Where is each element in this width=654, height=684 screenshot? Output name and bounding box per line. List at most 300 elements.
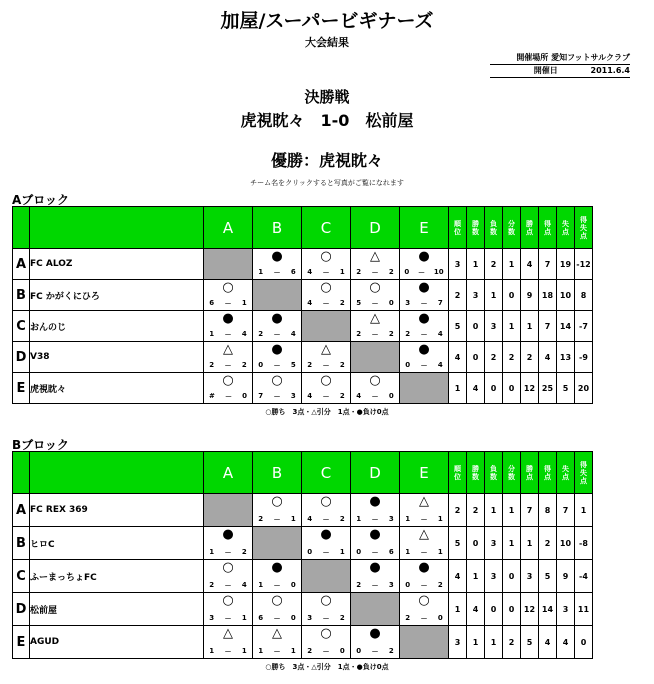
team-name-link[interactable]: FC ALOZ xyxy=(30,249,204,280)
score-left: 0 xyxy=(307,548,313,556)
match-score xyxy=(400,614,448,624)
match-score xyxy=(204,392,252,402)
stat-value: 0 xyxy=(503,373,521,404)
stat-value: 1 xyxy=(467,626,485,659)
block-b-legend: ○勝ち 3点・△引分 1点・●負け0点 xyxy=(265,663,389,671)
match-result-cell xyxy=(204,527,253,560)
stat-value: 1 xyxy=(449,373,467,404)
score-dash: － xyxy=(224,582,232,590)
row-label: B xyxy=(13,527,30,560)
result-symbol: △ xyxy=(419,527,429,542)
header-team-col xyxy=(30,207,204,249)
score-left: 1 xyxy=(405,548,411,556)
stat-value: 7 xyxy=(521,494,539,527)
score-left: 2 xyxy=(209,361,215,369)
stat-value: 4 xyxy=(449,342,467,373)
stat-value: 2 xyxy=(485,249,503,280)
score-left: 7 xyxy=(258,392,264,400)
self-match-cell xyxy=(253,527,302,560)
score-dash: － xyxy=(224,331,232,339)
match-result-cell xyxy=(351,527,400,560)
score-left: 2 xyxy=(258,515,264,523)
venue-label: 開催場所 xyxy=(516,53,549,62)
match-score xyxy=(351,330,399,340)
result-symbol: ○ xyxy=(222,593,234,608)
score-dash: － xyxy=(371,516,379,524)
match-result-cell xyxy=(204,342,253,373)
stat-value: 1 xyxy=(485,494,503,527)
match-result-cell xyxy=(400,342,449,373)
match-score xyxy=(253,392,301,402)
score-dash: － xyxy=(322,549,330,557)
stat-value: 9 xyxy=(521,280,539,311)
score-left: 2 xyxy=(258,330,264,338)
score-right: 0 xyxy=(290,581,296,589)
score-left: 3 xyxy=(405,299,411,307)
match-result-cell xyxy=(400,311,449,342)
click-note: チーム名をクリックすると写真がご覧になれます xyxy=(250,179,404,187)
match-score xyxy=(253,268,301,278)
stat-value: -12 xyxy=(575,249,593,280)
block-a-table xyxy=(12,206,593,404)
table-row xyxy=(13,373,593,404)
stat-header: 負 数 xyxy=(485,207,503,249)
stat-value: 7 xyxy=(539,311,557,342)
score-left: 2 xyxy=(405,614,411,622)
stat-value: 12 xyxy=(521,373,539,404)
match-result-cell xyxy=(253,249,302,280)
stat-value: 1 xyxy=(521,311,539,342)
stat-value: 3 xyxy=(449,249,467,280)
match-result-cell xyxy=(253,311,302,342)
match-result-cell xyxy=(351,494,400,527)
stat-value: 9 xyxy=(557,560,575,593)
stat-value: 25 xyxy=(539,373,557,404)
score-left: 0 xyxy=(405,361,411,369)
stat-value: 3 xyxy=(521,560,539,593)
score-dash: － xyxy=(224,615,232,623)
self-match-cell xyxy=(204,249,253,280)
score-left: 1 xyxy=(258,647,264,655)
column-header: C xyxy=(302,452,351,494)
match-result-cell xyxy=(400,280,449,311)
match-result-cell xyxy=(253,626,302,659)
score-left: 2 xyxy=(356,330,362,338)
result-symbol: ● xyxy=(418,249,430,264)
team-name-link[interactable]: ふーまっちょFC xyxy=(30,560,204,593)
score-right: 5 xyxy=(290,361,296,369)
match-score xyxy=(400,299,448,309)
stat-value: 2 xyxy=(503,626,521,659)
stat-value: 18 xyxy=(539,280,557,311)
team-name-link[interactable]: V38 xyxy=(30,342,204,373)
page-subtitle: 大会結果 xyxy=(305,36,349,49)
score-dash: － xyxy=(273,393,281,401)
result-symbol: ○ xyxy=(320,494,332,509)
match-result-cell xyxy=(204,560,253,593)
self-match-cell xyxy=(204,494,253,527)
row-label: E xyxy=(13,373,30,404)
stat-value: 0 xyxy=(467,527,485,560)
score-right: 3 xyxy=(388,581,394,589)
stat-value: 1 xyxy=(503,311,521,342)
team-name-link[interactable]: FC REX 369 xyxy=(30,494,204,527)
stat-header: 順 位 xyxy=(449,207,467,249)
match-score xyxy=(204,647,252,657)
match-result-cell xyxy=(351,560,400,593)
stat-value: 10 xyxy=(557,280,575,311)
match-result-cell xyxy=(302,373,351,404)
match-score xyxy=(253,581,301,591)
score-left: 0 xyxy=(356,647,362,655)
self-match-cell xyxy=(351,342,400,373)
column-header: B xyxy=(253,207,302,249)
row-label: A xyxy=(13,249,30,280)
score-dash: － xyxy=(371,582,379,590)
date-label: 開催日 xyxy=(533,66,558,75)
result-symbol: △ xyxy=(419,494,429,509)
stat-value: 7 xyxy=(539,249,557,280)
stat-value: 1 xyxy=(503,249,521,280)
score-left: 1 xyxy=(209,330,215,338)
score-right: 1 xyxy=(241,299,247,307)
score-left: 4 xyxy=(356,392,362,400)
match-score xyxy=(253,361,301,371)
stat-value: 1 xyxy=(503,494,521,527)
table-row xyxy=(13,593,593,626)
score-left: 1 xyxy=(258,581,264,589)
block-a-title: Aブロック xyxy=(12,193,70,207)
table-row xyxy=(13,527,593,560)
score-left: 6 xyxy=(209,299,215,307)
result-symbol: ● xyxy=(418,560,430,575)
match-result-cell xyxy=(400,494,449,527)
stat-header: 勝 点 xyxy=(521,207,539,249)
score-dash: － xyxy=(322,516,330,524)
score-right: 2 xyxy=(437,581,443,589)
stat-value: 1 xyxy=(521,527,539,560)
team-name-link[interactable]: ヒロC xyxy=(30,527,204,560)
stat-value: 5 xyxy=(521,626,539,659)
stat-header: 分 数 xyxy=(503,452,521,494)
score-left: 4 xyxy=(307,392,313,400)
venue-name: 愛知フットサルクラブ xyxy=(551,53,630,62)
stat-value: 4 xyxy=(449,560,467,593)
score-left: 1 xyxy=(209,647,215,655)
score-right: 1 xyxy=(339,548,345,556)
score-right: 0 xyxy=(339,647,345,655)
match-result-cell xyxy=(302,593,351,626)
result-symbol: ● xyxy=(369,494,381,509)
result-symbol: ● xyxy=(271,342,283,357)
score-left: 4 xyxy=(307,515,313,523)
match-score xyxy=(400,548,448,558)
score-dash: － xyxy=(322,269,330,277)
score-right: 1 xyxy=(290,515,296,523)
row-label: C xyxy=(13,560,30,593)
column-header: A xyxy=(204,452,253,494)
score-left: 0 xyxy=(258,361,264,369)
score-dash: － xyxy=(273,331,281,339)
row-label: B xyxy=(13,280,30,311)
match-score xyxy=(253,330,301,340)
self-match-cell xyxy=(253,280,302,311)
stat-header: 勝 点 xyxy=(521,452,539,494)
match-score xyxy=(351,548,399,558)
result-symbol: △ xyxy=(223,342,233,357)
score-left: 3 xyxy=(307,614,313,622)
row-label: D xyxy=(13,342,30,373)
result-symbol: ○ xyxy=(369,373,381,388)
table-row xyxy=(13,626,593,659)
score-dash: － xyxy=(273,582,281,590)
result-symbol: ○ xyxy=(222,280,234,295)
stat-value: 2 xyxy=(485,342,503,373)
match-score xyxy=(204,330,252,340)
stat-value: 0 xyxy=(485,593,503,626)
stat-value: -8 xyxy=(575,527,593,560)
score-dash: － xyxy=(418,269,426,277)
stat-header: 負 数 xyxy=(485,452,503,494)
result-symbol: △ xyxy=(272,626,282,641)
page-title: 加屋/スーパービギナーズ xyxy=(220,10,434,32)
score-dash: － xyxy=(322,615,330,623)
final-score: 虎視眈々 1-0 松前屋 xyxy=(240,111,414,130)
score-right: 6 xyxy=(290,268,296,276)
score-left: 1 xyxy=(405,515,411,523)
winner-heading: 優勝：虎視眈々 xyxy=(270,151,383,170)
stat-value: 2 xyxy=(449,280,467,311)
match-result-cell xyxy=(302,249,351,280)
match-result-cell xyxy=(351,280,400,311)
stat-value: 3 xyxy=(485,560,503,593)
score-right: 1 xyxy=(339,268,345,276)
result-symbol: ● xyxy=(418,280,430,295)
score-dash: － xyxy=(273,516,281,524)
score-right: 2 xyxy=(241,548,247,556)
match-score xyxy=(204,361,252,371)
score-right: 2 xyxy=(339,361,345,369)
stat-header: 勝 数 xyxy=(467,452,485,494)
score-left: 0 xyxy=(404,268,410,276)
table-row xyxy=(13,280,593,311)
score-right: 3 xyxy=(290,392,296,400)
result-symbol: △ xyxy=(370,249,380,264)
stat-value: 8 xyxy=(539,494,557,527)
score-right: 10 xyxy=(433,268,444,276)
row-label: C xyxy=(13,311,30,342)
venue-info xyxy=(490,52,630,78)
score-left: 5 xyxy=(356,299,362,307)
score-dash: － xyxy=(420,549,428,557)
column-header: D xyxy=(351,452,400,494)
result-symbol: ● xyxy=(222,311,234,326)
match-result-cell xyxy=(204,373,253,404)
score-left: 1 xyxy=(356,515,362,523)
stat-value: 5 xyxy=(539,560,557,593)
match-score xyxy=(400,268,448,278)
result-symbol: ● xyxy=(222,527,234,542)
row-label: A xyxy=(13,494,30,527)
stat-value: 5 xyxy=(557,373,575,404)
score-right: 4 xyxy=(437,330,443,338)
score-right: 7 xyxy=(437,299,443,307)
result-symbol: ● xyxy=(271,560,283,575)
header-corner xyxy=(13,452,30,494)
result-symbol: ○ xyxy=(271,373,283,388)
stat-value: 4 xyxy=(557,626,575,659)
match-score xyxy=(302,268,350,278)
stat-value: 11 xyxy=(575,593,593,626)
table-row xyxy=(13,494,593,527)
header-team-col xyxy=(30,452,204,494)
score-dash: － xyxy=(420,331,428,339)
stat-value: 0 xyxy=(467,311,485,342)
match-result-cell xyxy=(302,342,351,373)
result-symbol: ○ xyxy=(271,494,283,509)
team-name-link[interactable]: 虎視眈々 xyxy=(30,373,204,404)
team-name-link[interactable]: おんのじ xyxy=(30,311,204,342)
score-dash: － xyxy=(224,362,232,370)
result-symbol: ○ xyxy=(271,593,283,608)
score-dash: － xyxy=(273,269,281,277)
team-name-link[interactable]: 松前屋 xyxy=(30,593,204,626)
score-right: 0 xyxy=(388,392,394,400)
stat-value: 10 xyxy=(557,527,575,560)
score-right: 2 xyxy=(388,268,394,276)
column-header: A xyxy=(204,207,253,249)
match-score xyxy=(253,515,301,525)
team-name-link[interactable]: AGUD xyxy=(30,626,204,659)
stat-value: 19 xyxy=(557,249,575,280)
stat-value: 1 xyxy=(467,560,485,593)
score-left: 2 xyxy=(405,330,411,338)
score-right: 0 xyxy=(388,299,394,307)
match-score xyxy=(302,392,350,402)
stat-header: 得 点 xyxy=(539,452,557,494)
stat-value: 4 xyxy=(539,626,557,659)
column-header: E xyxy=(400,207,449,249)
stat-header: 勝 数 xyxy=(467,207,485,249)
row-label: E xyxy=(13,626,30,659)
self-match-cell xyxy=(351,593,400,626)
result-symbol: ○ xyxy=(320,373,332,388)
block-b-title: Bブロック xyxy=(12,438,69,452)
stat-value: 3 xyxy=(449,626,467,659)
header-row xyxy=(13,452,593,494)
score-right: 4 xyxy=(290,330,296,338)
self-match-cell xyxy=(302,311,351,342)
stat-value: 0 xyxy=(503,560,521,593)
match-result-cell xyxy=(351,373,400,404)
stat-value: 0 xyxy=(575,626,593,659)
column-header: E xyxy=(400,452,449,494)
match-result-cell xyxy=(400,249,449,280)
column-header: C xyxy=(302,207,351,249)
stat-value: 3 xyxy=(557,593,575,626)
score-right: 4 xyxy=(437,361,443,369)
result-symbol: ● xyxy=(418,342,430,357)
match-score xyxy=(253,647,301,657)
match-score xyxy=(302,647,350,657)
score-left: # xyxy=(209,392,215,400)
result-symbol: ○ xyxy=(418,593,430,608)
score-right: 2 xyxy=(339,614,345,622)
final-label: 決勝戦 xyxy=(304,88,350,106)
score-right: 1 xyxy=(437,515,443,523)
stat-value: 4 xyxy=(467,373,485,404)
score-dash: － xyxy=(273,615,281,623)
team-name-link[interactable]: FC かがくにひろ xyxy=(30,280,204,311)
stat-value: 2 xyxy=(449,494,467,527)
score-right: 6 xyxy=(388,548,394,556)
score-left: 6 xyxy=(258,614,264,622)
match-result-cell xyxy=(302,527,351,560)
match-score xyxy=(253,614,301,624)
result-symbol: ● xyxy=(369,626,381,641)
match-score xyxy=(204,548,252,558)
stat-header: 得 点 xyxy=(539,207,557,249)
match-score xyxy=(400,581,448,591)
score-left: 2 xyxy=(356,268,362,276)
stat-value: 12 xyxy=(521,593,539,626)
stat-value: 4 xyxy=(467,593,485,626)
score-left: 0 xyxy=(405,581,411,589)
score-right: 2 xyxy=(339,299,345,307)
row-label: D xyxy=(13,593,30,626)
stat-header: 順 位 xyxy=(449,452,467,494)
match-score xyxy=(302,299,350,309)
self-match-cell xyxy=(400,626,449,659)
match-score xyxy=(351,515,399,525)
column-header: B xyxy=(253,452,302,494)
stat-value: 0 xyxy=(503,593,521,626)
header-row xyxy=(13,207,593,249)
score-right: 1 xyxy=(241,614,247,622)
score-dash: － xyxy=(420,582,428,590)
stat-value: 1 xyxy=(575,494,593,527)
match-score xyxy=(351,392,399,402)
score-left: 1 xyxy=(209,548,215,556)
result-symbol: ○ xyxy=(222,373,234,388)
score-right: 2 xyxy=(339,515,345,523)
match-score xyxy=(400,361,448,371)
score-left: 4 xyxy=(307,299,313,307)
score-right: 0 xyxy=(242,392,247,400)
result-symbol: ● xyxy=(418,311,430,326)
stat-value: 3 xyxy=(485,311,503,342)
score-left: 2 xyxy=(307,647,313,655)
result-symbol: △ xyxy=(321,342,331,357)
match-result-cell xyxy=(253,593,302,626)
score-left: 1 xyxy=(258,268,264,276)
header-corner xyxy=(13,207,30,249)
score-dash: － xyxy=(371,300,379,308)
self-match-cell xyxy=(302,560,351,593)
stat-value: 1 xyxy=(485,626,503,659)
score-dash: － xyxy=(420,615,428,623)
result-symbol: ● xyxy=(369,527,381,542)
match-score xyxy=(351,268,399,278)
score-left: 2 xyxy=(209,581,215,589)
match-result-cell xyxy=(400,593,449,626)
stat-value: 20 xyxy=(575,373,593,404)
stat-value: 0 xyxy=(467,342,485,373)
result-symbol: ○ xyxy=(222,560,234,575)
column-header: D xyxy=(351,207,400,249)
stat-value: 14 xyxy=(539,593,557,626)
result-symbol: ○ xyxy=(320,249,332,264)
